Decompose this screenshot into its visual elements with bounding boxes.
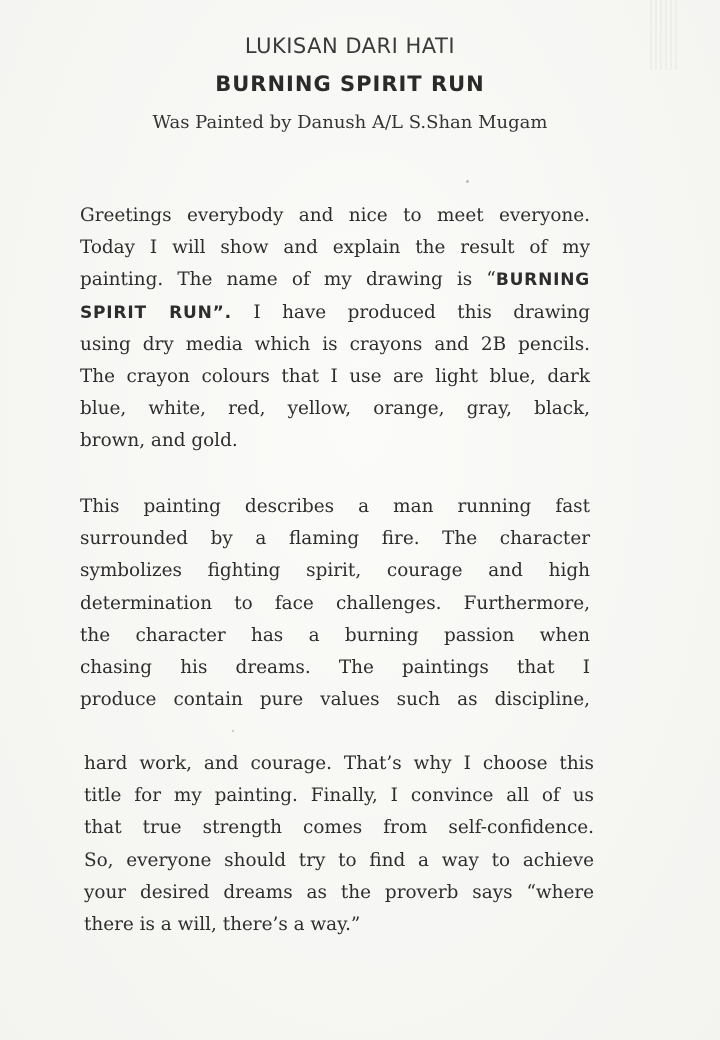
text-line: title for my painting. Finally, I convince all of us [84, 785, 594, 807]
text-run: I have produced this drawing [231, 301, 591, 323]
text-line: the character has a burning passion when [80, 624, 590, 646]
scan-speck [232, 730, 234, 732]
text-run: painting. The name of my drawing is “ [80, 269, 496, 291]
text-line: produce contain pure values such as discipline, [80, 689, 590, 711]
paragraph-conclusion [84, 748, 594, 941]
text-line: there is a will, there’s a way.” [84, 913, 361, 935]
text-line: determination to face challenges. Furthermore, [80, 592, 590, 614]
byline: Was Painted by Danush A/L S.Shan Mugam [152, 112, 548, 133]
text-line: Greetings everybody and nice to meet everyone. [80, 205, 590, 226]
page-title: BURNING SPIRIT RUN [215, 72, 485, 96]
painting-name-emphasis: SPIRIT RUN”. [80, 302, 232, 323]
scan-speck [466, 180, 469, 183]
text-line [80, 264, 590, 296]
text-line: symbolizes fighting spirit, courage and high [80, 560, 590, 582]
text-line: The crayon colours that I use are light blue, dark [80, 365, 590, 387]
paragraph-intro [80, 200, 590, 458]
text-line: Today I will show and explain the result of my [80, 237, 590, 259]
text-line: This painting describes a man running fast [80, 496, 590, 517]
text-line: brown, and gold. [80, 430, 238, 452]
text-line: So, everyone should try to find a way to achieve [84, 849, 594, 871]
text-line: hard work, and courage. That’s why I choose this [84, 753, 594, 774]
text-line: surrounded by a flaming fire. The character [80, 528, 590, 550]
text-line: chasing his dreams. The paintings that I [80, 656, 590, 678]
text-line: using dry media which is crayons and 2B pencils. [80, 333, 590, 355]
text-line: that true strength comes from self-confidence. [84, 817, 594, 839]
paragraph-description [80, 491, 590, 716]
series-label: LUKISAN DARI HATI [244, 34, 456, 58]
painting-name-emphasis: BURNING [495, 270, 590, 291]
text-line: blue, white, red, yellow, orange, gray, black, [80, 398, 590, 420]
text-line: your desired dreams as the proverb says “where [84, 881, 594, 903]
text-line [80, 297, 590, 329]
